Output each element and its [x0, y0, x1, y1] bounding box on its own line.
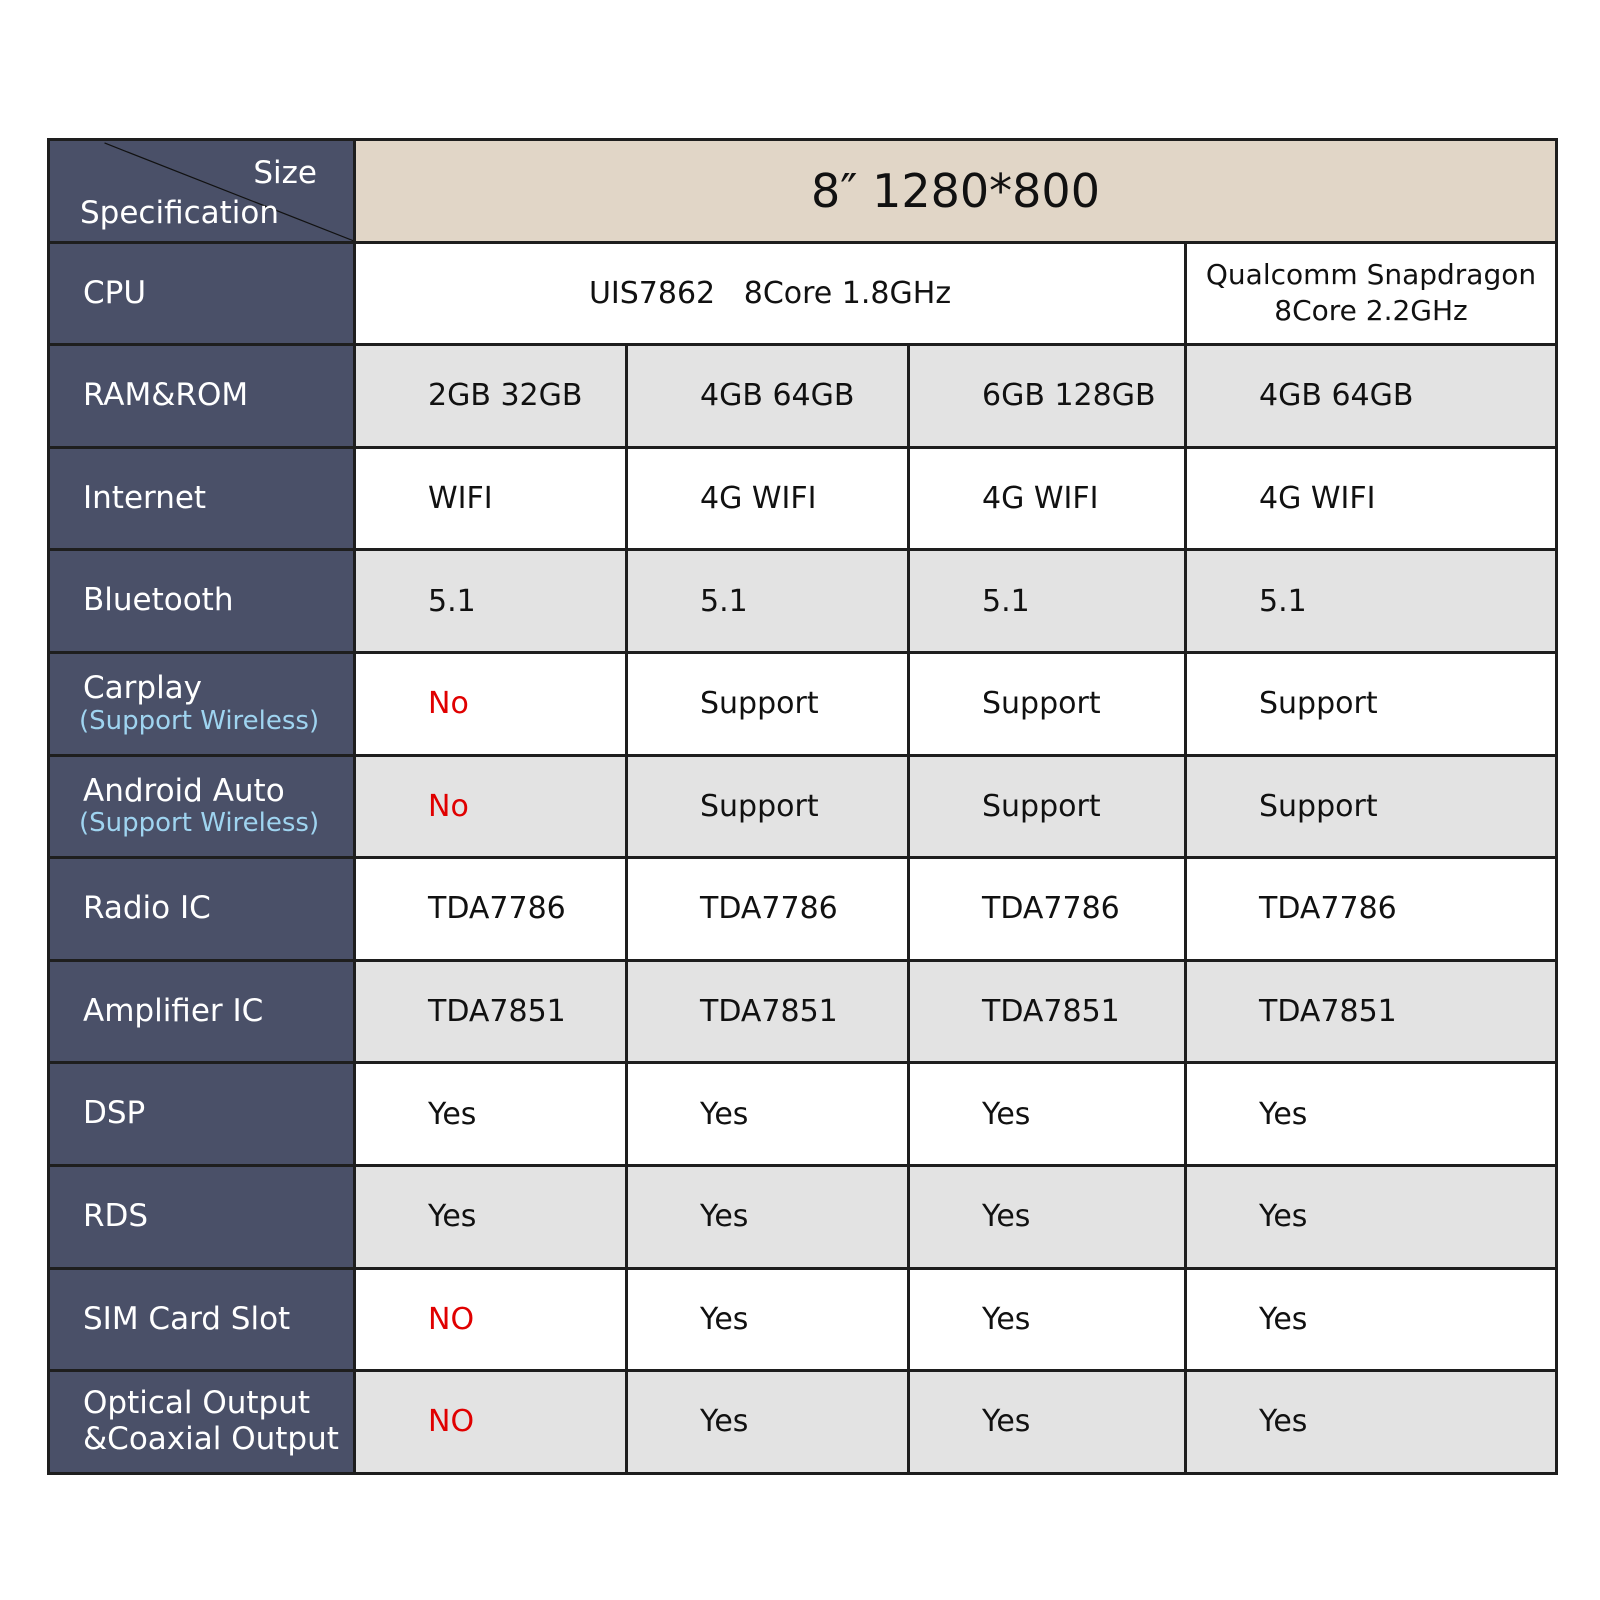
- value-cell: Yes: [909, 1268, 1186, 1371]
- value-cell: Support: [627, 652, 909, 755]
- value-cell: Yes: [1186, 1063, 1557, 1166]
- row-label-text: Carplay: [83, 670, 203, 706]
- value-cell: Yes: [909, 1371, 1186, 1474]
- value-cell: TDA7786: [1186, 858, 1557, 961]
- row-label-subtext: &Coaxial Output: [83, 1420, 339, 1457]
- value-cell: Support: [627, 755, 909, 858]
- row-label-text: Android Auto: [83, 772, 285, 809]
- table-row: [49, 755, 1557, 858]
- row-label: [49, 858, 355, 961]
- cpu-value-qualcomm: [1186, 242, 1557, 345]
- row-label-text: Amplifier IC: [83, 992, 264, 1029]
- value-cell: Support: [909, 755, 1186, 858]
- value-cell: 4G WIFI: [1186, 447, 1557, 550]
- table-row: [49, 1063, 1557, 1166]
- row-label: [49, 1371, 355, 1474]
- value-cell: Yes: [627, 1063, 909, 1166]
- value-cell: 4G WIFI: [627, 447, 909, 550]
- row-label-cpu: CPU: [49, 242, 355, 345]
- table-row: [49, 858, 1557, 961]
- value-cell: TDA7786: [909, 858, 1186, 961]
- row-label-text: RDS: [83, 1197, 149, 1234]
- value-cell: TDA7851: [355, 960, 627, 1063]
- row-label: [49, 1063, 355, 1166]
- value-cell: Yes: [909, 1165, 1186, 1268]
- specification-heading: Specification: [80, 194, 280, 231]
- value-cell: Yes: [1186, 1371, 1557, 1474]
- value-cell: Support: [1186, 755, 1557, 858]
- row-label-subtext: (Support Wireless): [79, 808, 320, 839]
- spec-comparison-table: [47, 138, 1558, 1475]
- row-label: [49, 1268, 355, 1371]
- row-label: [49, 1165, 355, 1268]
- row-label: [49, 345, 355, 448]
- screen-size-title: 8″ 1280*800: [355, 140, 1557, 243]
- size-heading: Size: [253, 155, 317, 191]
- value-cell: No: [355, 652, 627, 755]
- value-cell: 4GB 64GB: [627, 345, 909, 448]
- row-label-text: DSP: [83, 1095, 146, 1132]
- row-label-text: Optical Output: [83, 1385, 311, 1422]
- table-row: [49, 447, 1557, 550]
- table-row: [49, 1268, 1557, 1371]
- value-cell: 4G WIFI: [909, 447, 1186, 550]
- row-label-text: Bluetooth: [83, 582, 234, 619]
- table-row: [49, 345, 1557, 448]
- table-row: [49, 1371, 1557, 1474]
- value-cell: NO: [355, 1371, 627, 1474]
- value-cell: TDA7786: [627, 858, 909, 961]
- value-cell: 5.1: [1186, 550, 1557, 653]
- cpu-row: [49, 242, 1557, 345]
- value-cell: WIFI: [355, 447, 627, 550]
- row-label-text: Internet: [83, 479, 207, 516]
- header-row: [49, 140, 1557, 243]
- value-cell: Support: [909, 652, 1186, 755]
- value-cell: Yes: [627, 1268, 909, 1371]
- value-cell: No: [355, 755, 627, 858]
- table-row: [49, 1165, 1557, 1268]
- cpu-qualcomm-line2: 8Core 2.2GHz: [1274, 294, 1468, 328]
- table-row: [49, 960, 1557, 1063]
- row-label-subtext: (Support Wireless): [79, 705, 320, 736]
- row-label: [49, 755, 355, 858]
- value-cell: 5.1: [909, 550, 1186, 653]
- value-cell: TDA7851: [627, 960, 909, 1063]
- value-cell: 5.1: [627, 550, 909, 653]
- value-cell: TDA7851: [1186, 960, 1557, 1063]
- cpu-value-uis: UIS7862 8Core 1.8GHz: [355, 242, 1186, 345]
- cpu-qualcomm-line1: Qualcomm Snapdragon: [1205, 258, 1537, 291]
- value-cell: 4GB 64GB: [1186, 345, 1557, 448]
- row-label: [49, 550, 355, 653]
- row-label: [49, 652, 355, 755]
- value-cell: 6GB 128GB: [909, 345, 1186, 448]
- row-label-text: SIM Card Slot: [83, 1300, 291, 1337]
- value-cell: TDA7851: [909, 960, 1186, 1063]
- value-cell: 2GB 32GB: [355, 345, 627, 448]
- table-row: [49, 550, 1557, 653]
- value-cell: Yes: [355, 1063, 627, 1166]
- value-cell: TDA7786: [355, 858, 627, 961]
- row-label-text: RAM&ROM: [83, 377, 249, 414]
- value-cell: Yes: [1186, 1165, 1557, 1268]
- value-cell: Yes: [355, 1165, 627, 1268]
- value-cell: Yes: [627, 1165, 909, 1268]
- value-cell: Support: [1186, 652, 1557, 755]
- value-cell: Yes: [1186, 1268, 1557, 1371]
- value-cell: Yes: [909, 1063, 1186, 1166]
- value-cell: NO: [355, 1268, 627, 1371]
- spec-rows: [49, 345, 1557, 1474]
- row-label: [49, 960, 355, 1063]
- row-label: [49, 447, 355, 550]
- value-cell: Yes: [627, 1371, 909, 1474]
- table-row: [49, 652, 1557, 755]
- corner-header-cell: [49, 140, 355, 243]
- row-label-text: Radio IC: [83, 890, 211, 927]
- value-cell: 5.1: [355, 550, 627, 653]
